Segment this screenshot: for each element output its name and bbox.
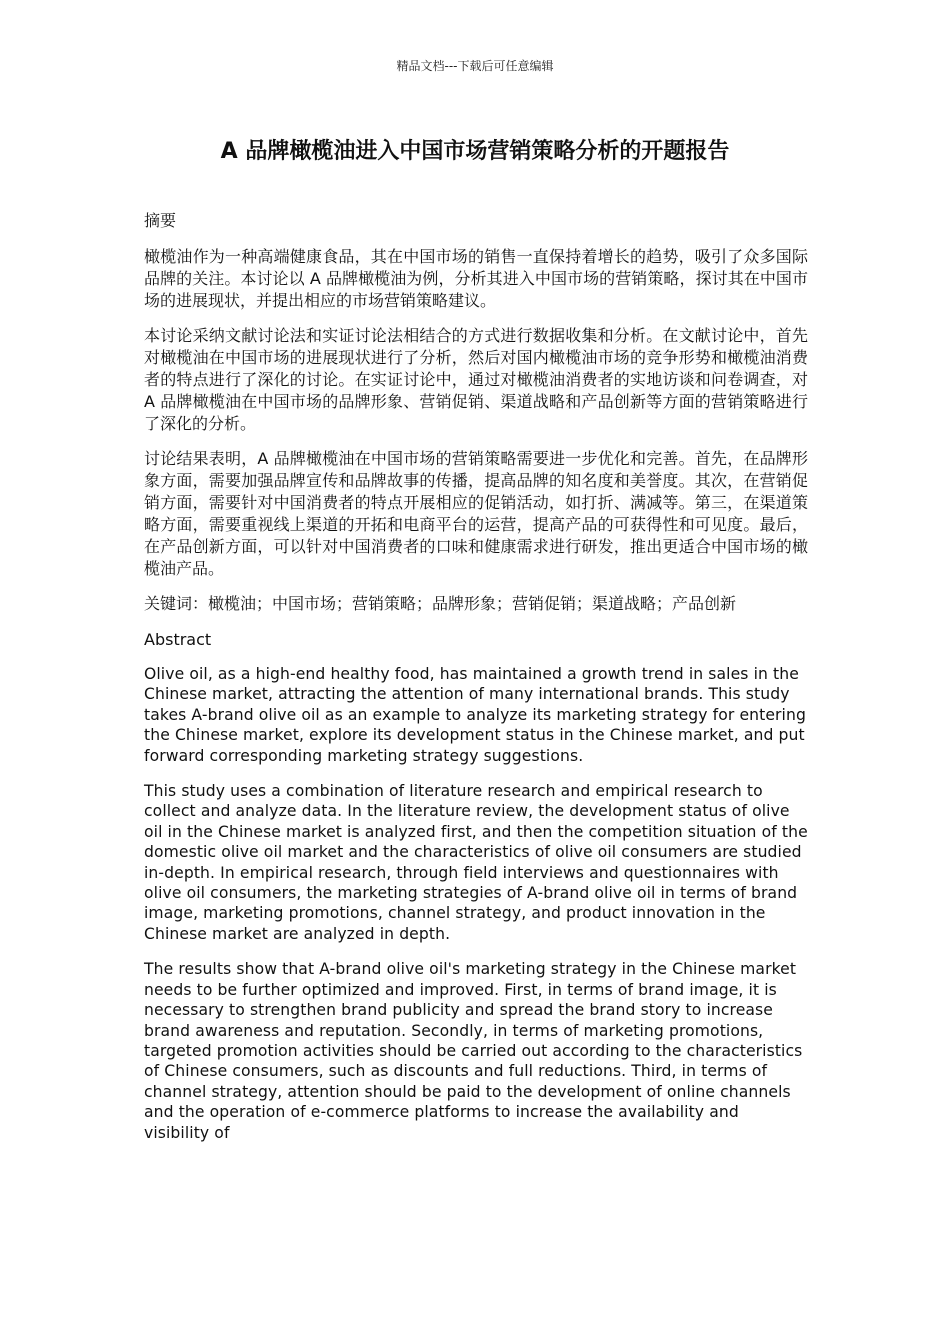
document-title: A 品牌橄榄油进入中国市场营销策略分析的开题报告 xyxy=(220,139,730,164)
abstract-zh-paragraph-1: 橄榄油作为一种高端健康食品，其在中国市场的销售一直保持着增长的趋势，吸引了众多国际品牌的关注。本讨论以 A 品牌橄榄油为例，分析其进入中国市场的营销策略，探讨其在中国市场的进展现状，并提出相应的市场营销策略建议。 xyxy=(144,247,808,310)
abstract-zh-label: 摘要 xyxy=(144,211,177,230)
abstract-zh-paragraph-2: 本讨论采纳文献讨论法和实证讨论法相结合的方式进行数据收集和分析。在文献讨论中，首先对橄榄油在中国市场的进展现状进行了分析，然后对国内橄榄油市场的竞争形势和橄榄油消费者的特点进行了深化的讨论。在实证讨论中，通过对橄榄油消费者的实地访谈和问卷调查，对 A 品牌橄榄油在中国市场的品牌形象、营销促销、渠道战略和产品创新等方面的营销策略进行了深化的分析。 xyxy=(144,326,808,433)
keywords-zh: 关键词：橄榄油；中国市场；营销策略；品牌形象；营销促销；渠道战略；产品创新 xyxy=(144,594,737,613)
abstract-en-label: Abstract xyxy=(144,630,212,649)
abstract-zh-paragraph-3: 讨论结果表明，A 品牌橄榄油在中国市场的营销策略需要进一步优化和完善。首先，在品牌形象方面，需要加强品牌宣传和品牌故事的传播，提高品牌的知名度和美誉度。其次，在营销促销方面，需要针对中国消费者的特点开展相应的促销活动，如打折、满减等。第三，在渠道策略方面，需要重视线上渠道的开拓和电商平台的运营，提高产品的可获得性和可见度。最后，在产品创新方面，可以针对中国消费者的口味和健康需求进行研发，推出更适合中国市场的橄榄油产品。 xyxy=(144,449,808,578)
abstract-en-paragraph-2: This study uses a combination of literature research and empirical research to collect and analyze data. In the literature review, the development status of olive oil in the Chinese market is analyzed first, and then the competition situation of the domestic olive oil market and the characteristics of olive oil consumers are studied in-depth. In empirical research, through field interviews and questionnaires with olive oil consumers, the marketing strategies of A-brand olive oil in terms of brand image, marketing promotions, channel strategy, and product innovation in the Chinese market are analyzed in depth. xyxy=(144,782,808,943)
document-body xyxy=(144,208,808,1158)
header-note: 精品文档---下载后可任意编辑 xyxy=(396,59,554,73)
abstract-en-paragraph-3: The results show that A-brand olive oil's marketing strategy in the Chinese market needs to be further optimized and improved. First, in terms of brand image, it is necessary to strengthen brand publicity and spread the brand story to increase brand awareness and reputation. Secondly, in terms of marketing promotions, targeted promotion activities should be carried out according to the characteristics of Chinese consumers, such as discounts and full reductions. Third, in terms of channel strategy, attention should be paid to the development of online channels and the operation of e-commerce platforms to increase the availability and visibility of xyxy=(144,960,803,1142)
abstract-en-paragraph-1: Olive oil, as a high-end healthy food, has maintained a growth trend in sales in the Chinese market, attracting the attention of many international brands. This study takes A-brand olive oil as an example to analyze its marketing strategy for entering the Chinese market, explore its development status in the Chinese market, and put forward corresponding marketing strategy suggestions. xyxy=(144,665,806,765)
